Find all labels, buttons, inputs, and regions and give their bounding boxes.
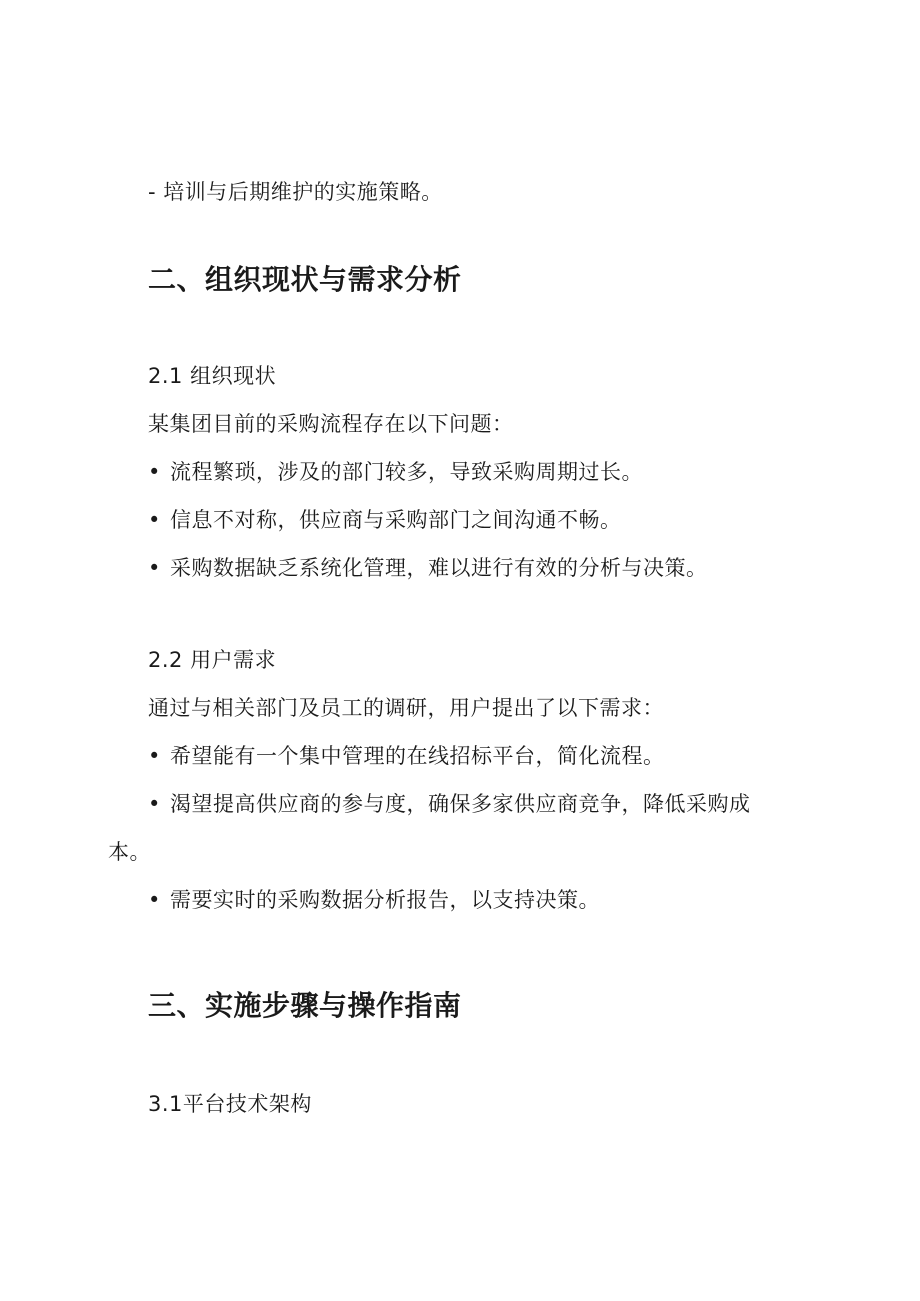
bullet-item [148, 742, 665, 770]
bullet-text: 信息不对称，供应商与采购部门之间沟通不畅。 [170, 508, 622, 532]
bullet-item [148, 886, 600, 914]
section-2-heading: 二、组织现状与需求分析 [148, 263, 462, 296]
bullet-text: 采购数据缺乏系统化管理，难以进行有效的分析与决策。 [170, 556, 708, 580]
bullet-icon: • [148, 744, 161, 768]
bullet-icon: • [148, 508, 161, 532]
bullet-text: 需要实时的采购数据分析报告，以支持决策。 [170, 888, 600, 912]
section-3-heading: 三、实施步骤与操作指南 [148, 989, 462, 1022]
bullet-text: 流程繁琐，涉及的部门较多，导致采购周期过长。 [170, 460, 643, 484]
bullet-text: 希望能有一个集中管理的在线招标平台，简化流程。 [170, 744, 665, 768]
bullet-item [148, 458, 643, 486]
bullet-icon: • [148, 792, 161, 816]
bullet-item [148, 790, 751, 818]
bullet-icon: • [148, 556, 161, 580]
subsection-2-2-lead: 通过与相关部门及员工的调研，用户提出了以下需求： [148, 696, 664, 720]
subsection-3-1-title: 3.1平台技术架构 [148, 1092, 312, 1116]
bullet-text: 渴望提高供应商的参与度，确保多家供应商竞争，降低采购成 [170, 792, 751, 816]
bullet-icon: • [148, 888, 161, 912]
subsection-2-1-title: 2.1 组织现状 [148, 364, 277, 388]
subsection-2-2-title: 2.2 用户需求 [148, 648, 277, 672]
bullet-item [148, 554, 708, 582]
subsection-2-1-lead: 某集团目前的采购流程存在以下问题： [148, 412, 514, 436]
bullet-icon: • [148, 460, 161, 484]
intro-list-item: - 培训与后期维护的实施策略。 [148, 180, 443, 204]
bullet-text-continuation: 本。 [108, 840, 151, 864]
bullet-item [148, 506, 622, 534]
